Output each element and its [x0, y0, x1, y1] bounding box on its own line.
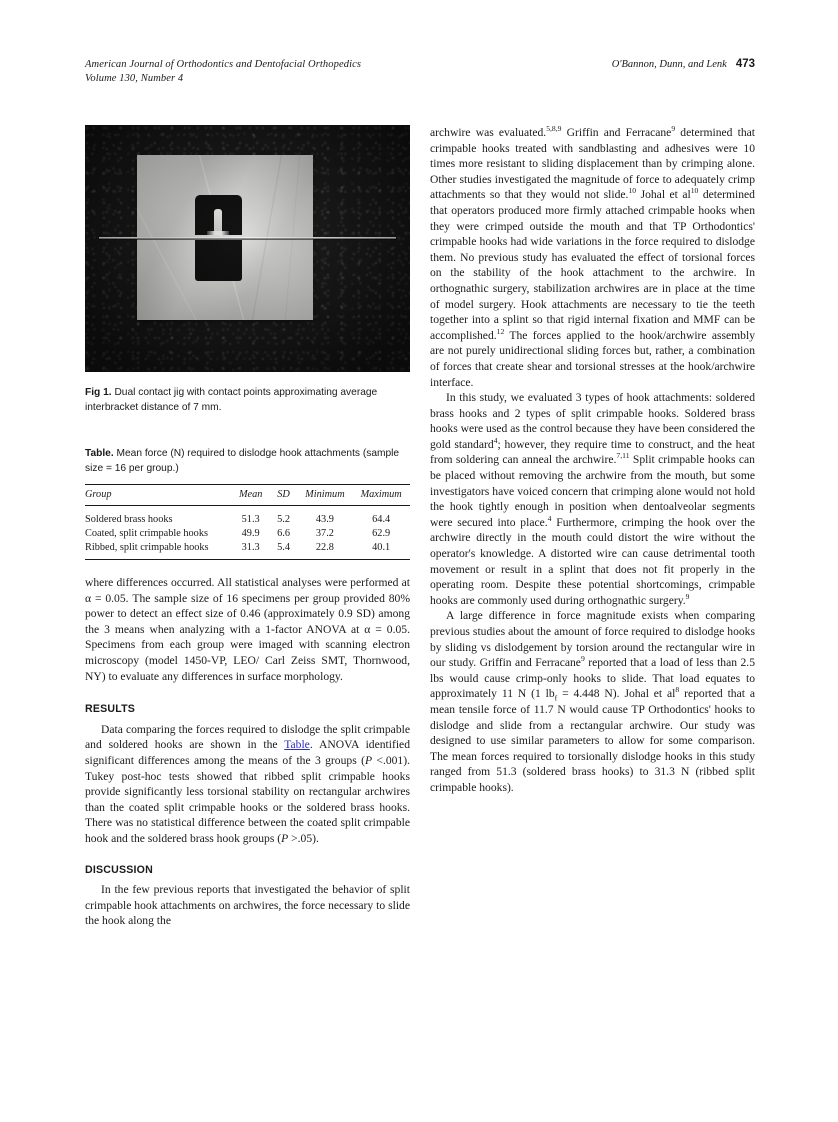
page-number: 473: [735, 58, 755, 70]
citation-ref-4-a: 4: [493, 436, 498, 446]
table-header: [85, 485, 410, 506]
r1-text-b: Griffin and Ferracane: [561, 126, 672, 139]
col-header-group: Group: [85, 489, 112, 500]
citation-ref-8: 8: [675, 685, 680, 695]
figure-1-caption: [85, 386, 410, 415]
r3-text-b: reported that a load of less than 2.5 lbs would cause crimp-only hooks to slide. That load equates to approximately 11 N (1 lb: [430, 656, 755, 701]
col-header-minimum: Minimum: [305, 489, 345, 500]
cell-group: Soldered brass hooks: [85, 514, 173, 525]
r1-text-d: Johal et al: [636, 188, 691, 202]
right-column: [430, 125, 755, 796]
photo-vignette: [85, 125, 410, 372]
col-header-sd: SD: [277, 489, 290, 500]
heading-results: RESULTS: [85, 703, 136, 716]
cell-group: Coated, split crimpable hooks: [85, 528, 208, 539]
cell-minimum: 43.9: [315, 514, 334, 525]
table-row: [85, 541, 410, 560]
subscript-f: f: [554, 693, 558, 703]
results-text-a: Data comparing the forces required to dislodge the split crimpable and soldered hooks are shown in the: [85, 722, 410, 752]
cell-minimum: 22.8: [315, 542, 334, 553]
figure-1-photograph: [85, 125, 410, 372]
r3-text-d: reported that a mean tensile force of 11.7 N would cause TP Orthodontics' hooks to dislodge and slide from a rectangular archwire. Our study was designed to use similar parameters to allow for some comparison. The mean forces required to torsionally dislodge hooks in this study ranged from 51.3 (soldered brass hooks) to 31.3 N (ribbed split crimpable hooks).: [430, 687, 755, 794]
r1-text-c: determined that crimpable hooks treated with sandblasting and adhesives were 10 times more resistant to sliding displacement than by crimping alone. Other studies investigated the magnitude of force to adequately crimp attachments so that they would not slide.: [430, 126, 755, 202]
col-header-mean: Mean: [238, 489, 263, 500]
cell-group: Ribbed, split crimpable hooks: [85, 542, 209, 553]
running-head-authors: O'Bannon, Dunn, and Lenk: [611, 59, 727, 70]
results-text-d: >.05).: [288, 831, 319, 845]
running-head-authors-block: [612, 58, 755, 72]
cell-maximum: 62.9: [372, 528, 391, 539]
cell-sd: 5.2: [277, 514, 290, 525]
table-row: [85, 506, 410, 527]
table-caption: [85, 447, 410, 476]
paragraph-right-2: [430, 390, 755, 608]
citation-ref-10-b: 10: [690, 186, 699, 196]
table-label: Table.: [85, 448, 114, 459]
results-italic-p-2: P: [281, 831, 289, 845]
running-head-volume-issue: Volume 130, Number 4: [85, 72, 184, 84]
spacer: [85, 560, 410, 575]
paragraph-discussion-1: In the few previous reports that investigated the behavior of split crimpable hook attachments on archwires, the force necessary to slide the hook along the: [85, 883, 410, 928]
table-cross-reference-link[interactable]: Table: [284, 738, 310, 752]
left-column-body: [85, 575, 410, 929]
cell-minimum: 37.2: [315, 528, 334, 539]
figure-1: [85, 125, 410, 415]
right-column-body: [430, 125, 755, 796]
citation-ref-10-a: 10: [628, 186, 637, 196]
running-head-journal: [85, 58, 361, 85]
paragraph-methods-tail: where differences occurred. All statistical analyses were performed at α = 0.05. The sample size of 16 specimens per group provided 80% power to detect an effect size of 0.46 (approximately 0.9 SD) among the 3 means when analyzing with a 1-factor ANOVA at α = 0.05. Specimens from each group were imaged with scanning electron microscopy (model 1450-VP, LEO/ Carl Zeiss SMT, Thornwood, NY) to evaluate any differences in surface morphology.: [85, 576, 410, 683]
paragraph-results: [85, 722, 410, 847]
heading-discussion: DISCUSSION: [85, 863, 153, 876]
table-block: [85, 447, 410, 560]
paragraph-right-1: [430, 125, 755, 390]
r1-text-e: determined that operators produced more firmly attached crimpable hooks when they were crimped outside the mouth and that TP Orthodontics' crimpable hooks had wide variations in the force required to dislodge them. No previous study has evaluated the effect of torsional forces on the stability of the hook attachment to the archwire. In orthognathic surgery, stabilization archwires are in place at the time of model surgery. Hook attachments are necessary to tie the teeth together into a splint so that rigid internal fixation and MMF can be accomplished.: [430, 188, 755, 342]
table-caption-text: Mean force (N) required to dislodge hook attachments (sample size = 16 per group.): [85, 448, 400, 474]
results-text-b: . ANOVA identified significant differences among the means of the 3 groups (: [85, 738, 410, 767]
figure-1-label: Fig 1.: [85, 387, 112, 398]
cell-sd: 6.6: [277, 528, 290, 539]
table-body: [85, 506, 410, 560]
cell-maximum: 40.1: [372, 542, 391, 553]
r3-text-a: A large difference in force magnitude exists when comparing previous studies about the amount of force required to dislodge hooks by sliding vs dislodgement by torsion around the rectangular wire in our study. Griffin and Ferracane: [430, 609, 755, 670]
citation-ref-12: 12: [496, 326, 505, 336]
citation-ref-4-b: 4: [547, 513, 552, 523]
cell-mean: 49.9: [241, 528, 260, 539]
paragraph-right-3: [430, 608, 755, 795]
r1-text-f: The forces applied to the hook/archwire assembly are not purely unidirectional sliding forces but, rather, a combination of forces that create shear and torsional stresses at the hook/archwire interface.: [430, 328, 755, 389]
r3-text-c: = 4.448 N). Johal et al: [557, 687, 676, 701]
running-head-journal-title: American Journal of Orthodontics and Dentofacial Orthopedics: [85, 59, 362, 70]
r2-text-c: Split crimpable hooks can be placed without removing the archwire from the mouth, but some investigators have voiced concern that crimping alone would not hold the hook tightly enough in position when dentoalveolar segments were secured into place.: [430, 453, 755, 529]
r1-text-a: archwire was evaluated.: [430, 126, 547, 139]
left-column: [85, 125, 410, 929]
results-text-c: <.001). Tukey post-hoc tests showed that ribbed split crimpable hooks provide significantly less torsional stability on rectangular archwires than the coated split crimpable hooks or the soldered brass hooks. There was no statistical difference between the coated split crimpable hook and the soldered brass hook groups (: [85, 753, 410, 845]
citation-ref-5-8-9: 5,8,9: [546, 124, 562, 134]
r2-text-a: In this study, we evaluated 3 types of hook attachments: soldered brass hooks and 2 types of split crimpable hooks. Soldered brass hooks were used as the control because they have been considered the gold standard: [430, 391, 755, 451]
table-header-row: [85, 485, 410, 506]
running-head: [85, 58, 755, 85]
r2-text-d: Furthermore, crimping the hook over the archwire directly in the mouth could distort the wire without the operator's knowledge. A distorted wire can cause detrimental tooth movement or result in a splint that does not fit properly in the operating room. Despite these potential shortcomings, crimpable hooks are commonly used during orthognathic surgery.: [430, 515, 756, 607]
cell-maximum: 64.4: [372, 514, 391, 525]
cell-sd: 5.4: [277, 542, 290, 553]
results-table: [85, 484, 410, 560]
citation-ref-9-c: 9: [580, 654, 585, 664]
r2-text-b: ; however, they require time to construct, and the heat from soldering can anneal the archwire.: [430, 437, 755, 467]
citation-ref-7-11: 7,11: [616, 451, 630, 461]
results-italic-p-1: P: [364, 753, 373, 767]
table-row: [85, 527, 410, 541]
citation-ref-9: 9: [671, 124, 676, 134]
citation-ref-9-b: 9: [685, 591, 690, 601]
cell-mean: 51.3: [241, 514, 260, 525]
cell-mean: 31.3: [241, 542, 260, 553]
figure-1-caption-text: Dual contact jig with contact points approximating average interbracket distance of 7 mm.: [85, 387, 378, 413]
col-header-maximum: Maximum: [360, 489, 402, 500]
